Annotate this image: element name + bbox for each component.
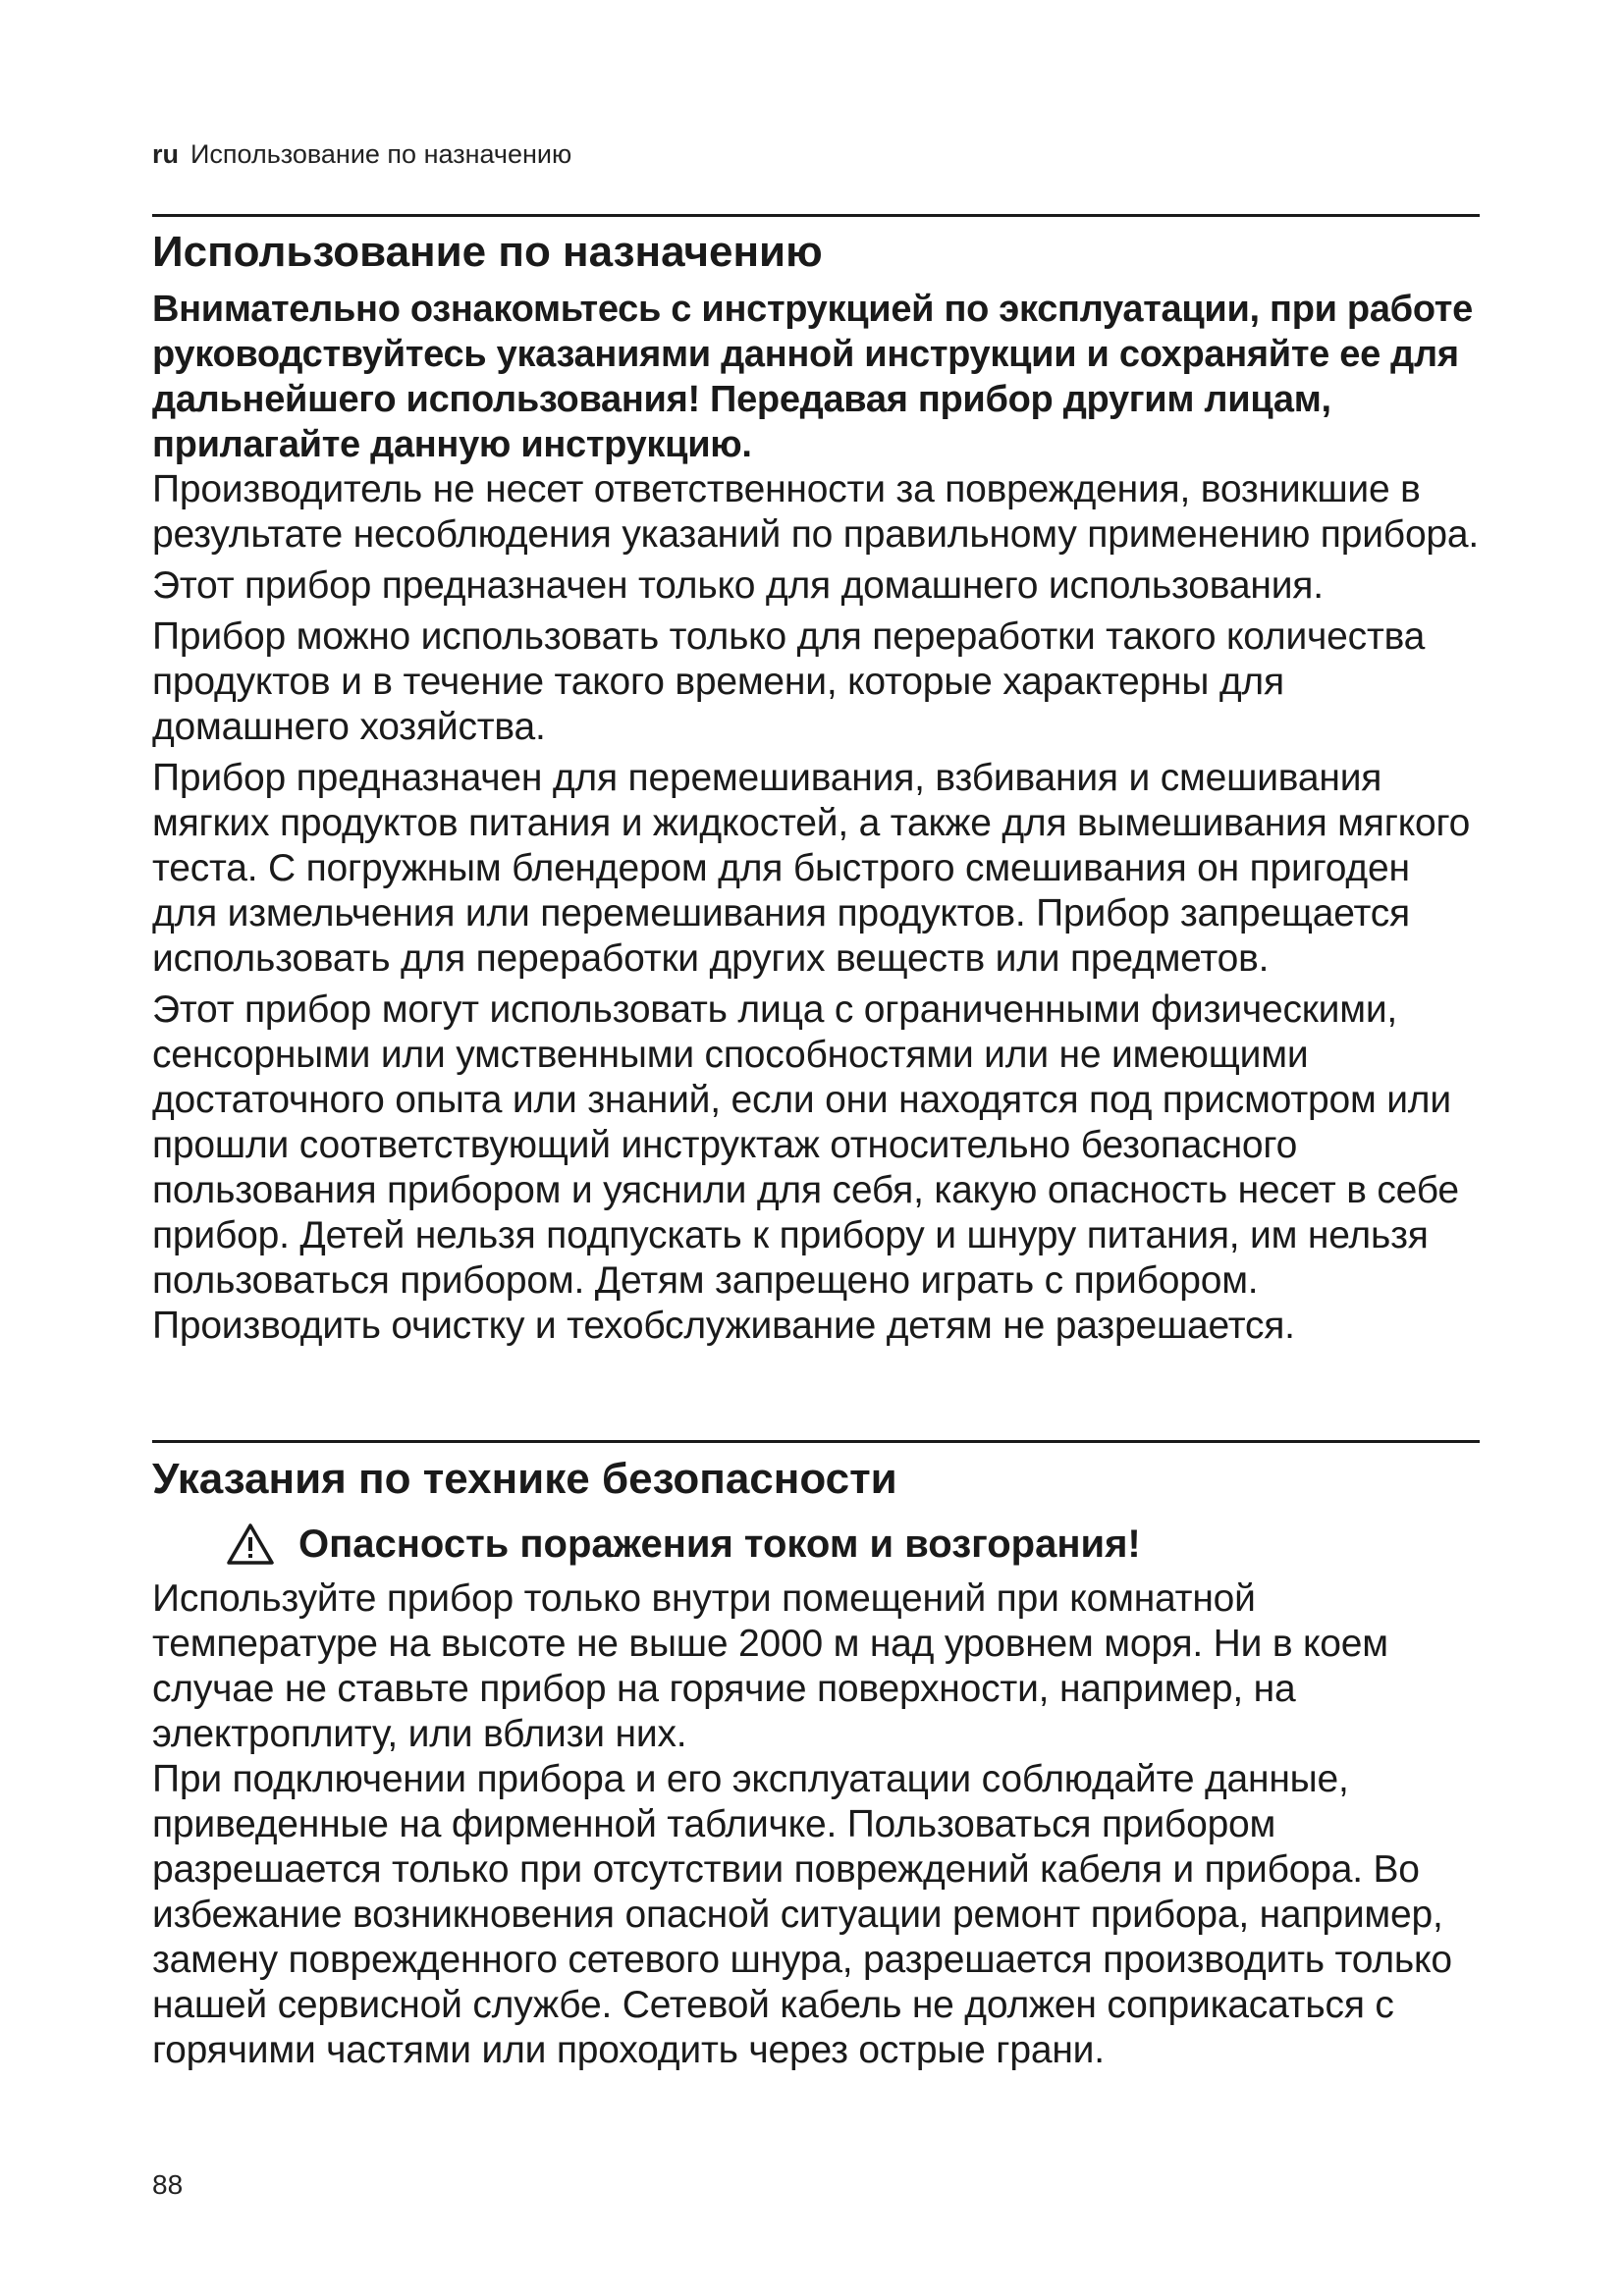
section-title-safety: Указания по технике безопасности	[152, 1455, 897, 1503]
paragraph: Используйте прибор только внутри помещений при комнатной температуре на высоте не выше 2000 м над уровнем моря. Ни в коем случае не ставьте прибор на горячие поверхности, например, на электроплиту, или вблизи них.	[152, 1577, 1388, 1755]
section-divider	[152, 214, 1480, 217]
paragraph: Производитель не несет ответственности за повреждения, возникшие в результате несоблюдения указаний по правильному применению прибора.	[152, 468, 1480, 556]
paragraph: Прибор предназначен для перемешивания, взбивания и смешивания мягких продуктов питания и жидкостей, а также для вымешивания мягкого теста. С погружным блендером для быстрого смешивания он пригоден для измельчения или перемешивания продуктов. Прибор запрещается использовать для переработки других веществ или предметов.	[152, 757, 1471, 980]
intended-use-body	[152, 287, 1480, 1349]
language-code: ru	[152, 139, 179, 169]
paragraph: Этот прибор могут использовать лица с ограниченными физическими, сенсорными или умственными способностями или не имеющими достаточного опыта или знаний, если они находятся под присмотром или прошли соответствующий инструктаж относительно безопасного пользования прибором и уяснили для себя, какую опасность несет в себе прибор. Детей нельзя подпускать к прибору и шнуру питания, им нельзя пользоваться прибором. Детям запрещено играть с прибором. Производить очистку и техобслуживание детям не разрешается.	[152, 988, 1459, 1347]
warning-text: Опасность поражения током и возгорания!	[298, 1522, 1141, 1566]
page-number: 88	[152, 2169, 184, 2200]
section-divider	[152, 1440, 1480, 1443]
section-title-intended-use: Использование по назначению	[152, 228, 823, 276]
running-header	[152, 137, 571, 171]
paragraph: Прибор можно использовать только для переработки такого количества продуктов и в течение такого времени, которые характерны для домашнего хозяйства.	[152, 615, 1426, 748]
paragraph: При подключении прибора и его эксплуатации соблюдайте данные, приведенные на фирменной табличке. Пользоваться прибором разрешается только при отсутствии повреждений кабеля и прибора. Во избежание возникновения опасной ситуации ремонт прибора, например, замену поврежденного сетевого шнура, разрешается производить только нашей сервисной службе. Сетевой кабель не должен соприкасаться с горячими частями или проходить через острые грани.	[152, 1758, 1452, 2071]
running-header-title: Использование по назначению	[190, 139, 572, 169]
warning-triangle-icon	[226, 1522, 275, 1566]
paragraph: Этот прибор предназначен только для домашнего использования.	[152, 564, 1324, 607]
warning-heading	[226, 1521, 1141, 1568]
lead-paragraph: Внимательно ознакомьтесь с инструкцией по эксплуатации, при работе руководствуйтесь указаниями данной инструкции и сохраняйте ее для дальнейшего использования! Передавая прибор другим лицам, прилагайте данную инструкцию.	[152, 289, 1473, 465]
manual-page	[152, 0, 1480, 2296]
safety-body	[152, 1576, 1480, 2073]
